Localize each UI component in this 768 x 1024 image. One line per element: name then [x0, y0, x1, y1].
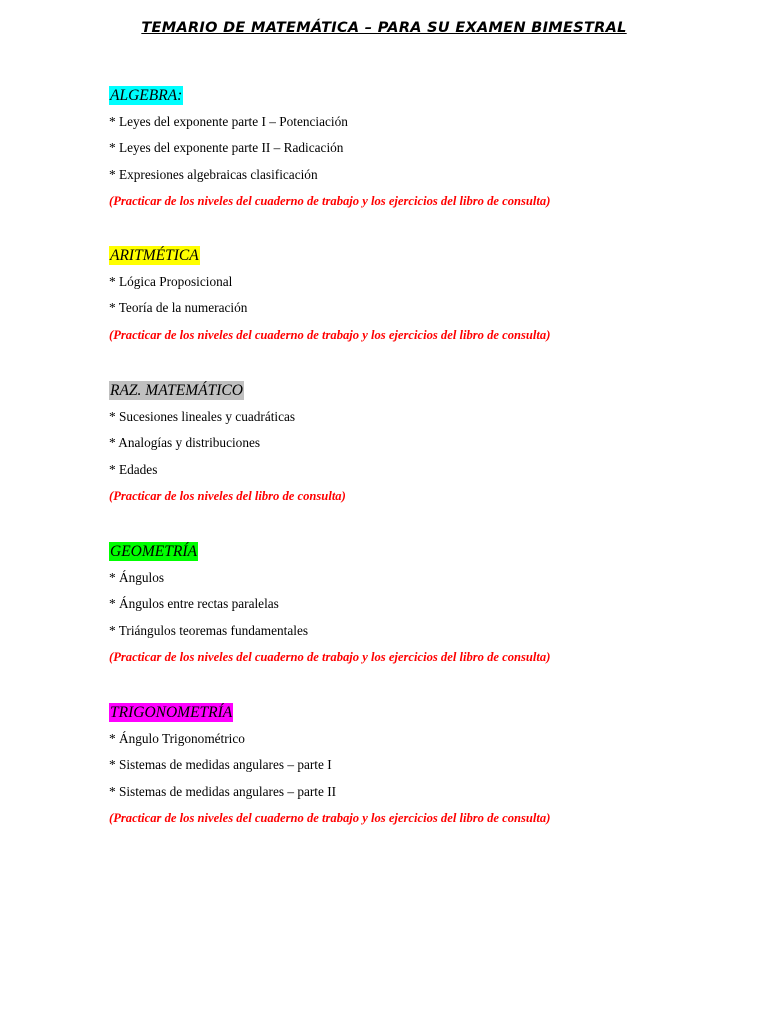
section-heading-algebra: ALGEBRA: [110, 87, 183, 104]
list-item: * Ángulo Trigonométrico [109, 731, 245, 746]
list-item: * Sucesiones lineales y cuadráticas [109, 409, 296, 424]
section-heading-trigonometria: TRIGONOMETRÍA [110, 704, 233, 721]
section-trigonometria [109, 703, 709, 830]
section-aritmetica [109, 246, 709, 347]
practice-note: (Practicar de los niveles del libro de consulta) [109, 489, 346, 504]
section-heading-aritmetica: ARITMÉTICA [110, 247, 199, 264]
section-heading-geometria: GEOMETRÍA [110, 543, 197, 560]
section-algebra [109, 86, 709, 213]
section-geometria [109, 542, 709, 669]
list-item: * Triángulos teoremas fundamentales [109, 622, 309, 638]
list-item: * Ángulos entre rectas paralelas [109, 596, 279, 612]
practice-note: (Practicar de los niveles del cuaderno de trabajo y los ejercicios del libro de consulta) [109, 327, 551, 342]
list-item: * Analogías y distribuciones [109, 435, 261, 451]
practice-note: (Practicar de los niveles del cuaderno de trabajo y los ejercicios del libro de consulta) [109, 650, 551, 665]
practice-note: (Practicar de los niveles del cuaderno de trabajo y los ejercicios del libro de consulta) [109, 811, 551, 826]
list-item: * Leyes del exponente parte I – Potenciación [109, 114, 348, 129]
list-item: * Edades [109, 461, 158, 477]
list-item: * Ángulos [109, 570, 165, 585]
page-title: TEMARIO DE MATEMÁTICA – PARA SU EXAMEN BIMESTRAL [141, 20, 627, 36]
section-heading-raz-matematico: RAZ. MATEMÁTICO [110, 382, 243, 399]
list-item: * Sistemas de medidas angulares – parte I [109, 757, 332, 773]
list-item: * Expresiones algebraicas clasificación [109, 166, 318, 182]
list-item: * Lógica Proposicional [109, 274, 233, 289]
section-raz-matematico [109, 381, 709, 508]
list-item: * Sistemas de medidas angulares – parte II [109, 783, 337, 799]
list-item: * Leyes del exponente parte II – Radicación [109, 140, 344, 156]
list-item: * Teoría de la numeración [109, 300, 248, 316]
practice-note: (Practicar de los niveles del cuaderno de trabajo y los ejercicios del libro de consulta) [109, 194, 551, 209]
